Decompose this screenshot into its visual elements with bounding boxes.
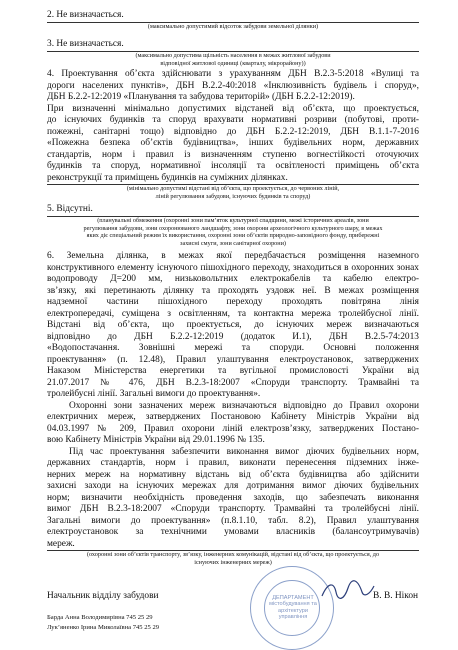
section-6-caption-line: існуючих інженерних мереж): [194, 558, 272, 566]
section-6-line: вимог ДБН В.2.3-18:2007 «Споруди транспорту. Трамвайні та тролейбусні лінії.: [47, 504, 419, 514]
section-4-line: 4. Проектування об’єкта здійснювати з урахуванням ДБН В.2.3-5:2018 «Вулиці та: [47, 69, 419, 79]
section-6-line: Загальні вимоги до проектування» (п.8.1.10, табл. 8.2), Правил улаштування: [47, 515, 419, 526]
signature-name: В. В. Нікон: [373, 591, 419, 601]
executor-contact: Лук’яненко Ірина Миколаївна 745 25 29: [47, 624, 160, 631]
executor-contact: Барда Анна Володимирівна 745 25 29: [47, 614, 153, 621]
section-6-line: вою Кабінету Міністрів України від 29.01.1996 № 135.: [47, 435, 265, 445]
section-6-line: проектування» (п. 12.48), Правил улаштування електроустановок, затверджених: [47, 354, 419, 365]
section-3-caption-line: (максимально допустима щільність населення в межах житлової забудови: [135, 52, 331, 59]
section-5-caption-line: захисні смуги, зони санітарної охорони): [180, 239, 286, 247]
section-6-line: водопроводу Д=200 мм, низьковольтних електрокабелів та кабелю електро-: [47, 274, 419, 284]
section-6-line: 04.03.1997 № 209, Правил охорони ліній електрозв’язку, затверджених Постано-: [47, 423, 419, 434]
section-6-line: Наказом Міністерства енергетики та вугільної промисловості України від: [47, 366, 419, 376]
section-6-line: мереж.: [47, 538, 75, 549]
handwritten-signature: [318, 578, 378, 604]
section-6-line: «Водопостачання. Зовнішні мережі та споруди. Основні положення: [47, 343, 419, 353]
section-6-line: Відстані від об’єкта, що проектується, до існуючих мереж визначаються: [47, 320, 419, 330]
section-6-line: норм; визначити необхідність проведення заходів, що забезпечать виконання: [47, 492, 419, 503]
section-4-line: ДБН Б.2.2-12:2019 «Планування та забудова територій» (ДБН Б.2.2-12:2019).: [47, 92, 355, 102]
section-5-caption-line: яких діє спеціальний режим їх використання, охоронні зони об’єктів природно-заповідного фонду, прибережні: [86, 232, 380, 239]
section-5-caption-line: регулювання забудови, зони охоронюваного ландшафту, зони охорони археологічного культурного шару, в межах: [83, 224, 383, 232]
stamp-text: ДЕПАРТАМЕНТ містобудування та архітектури управління: [269, 595, 317, 621]
section-6-line: тролейбусні лінії. Загальні вимоги до проектування».: [47, 389, 261, 399]
section-4-caption-line: (мінімально допустимі відстані від об’єкта, що проектується, до червоних ліній,: [126, 185, 340, 192]
section-6-line: електропередачі, суміщена з освітленням, та контактна мережа тролейбусної лінії.: [47, 308, 419, 319]
section-4-line: «Пожежна безпека об’єктів будівництва», інших будівельних норм, державних: [47, 138, 419, 148]
section-3-heading: 3. Не визначається.: [47, 39, 124, 49]
section-4-line: При визначенні мінімально допустимих відстаней від об’єкта, що проектується,: [47, 103, 419, 114]
section-6-line: нерних мереж на нормативну відстань від об’єкта будівництва або здійснити: [47, 469, 419, 480]
section-6-caption-line: (охоронні зони об’єктів транспорту, зв’язку, інженерних комунікацій, відстані від об’єкта, що проектується, до: [86, 551, 380, 558]
section-6-line: зв’язку, які перетинають ділянку та проходять уздовж неї. В межах розміщення: [47, 285, 419, 296]
section-4-line: реконструкції та приміщень будинків на суміжних ділянках.: [47, 172, 288, 183]
section-6-line: відповідно до ДБН Б.2.2-12:2019 (додаток И.1), ДБН В.2.5-74:2013: [47, 331, 419, 342]
section-4-line: стандартів, норм і правил із визначенням ступеню вогнестійкості оточуючих: [47, 149, 419, 160]
section-6-line: 21.07.2017 № 476, ДБН В.2.3-18:2007 «Споруди транспорту. Трамвайні та: [47, 377, 419, 388]
section-6-line: 6. Земельна ділянка, в межах якої передбачається розміщення наземного: [47, 251, 419, 261]
section-6-line: електроустановок за технічними умовами власників (балансоутримувачів): [47, 527, 419, 537]
section-6-line: державних стандартів, норм і правил, виконати перенесення підземних інже-: [47, 458, 419, 468]
section-3-caption-line: відповідної житлової одиниці (кварталу, мікрорайону)): [160, 59, 306, 67]
section-5-heading: 5. Відсутні.: [47, 204, 93, 214]
section-4-line: будинків та споруд, нормативної інсоляції та освітленості приміщень об’єкта: [47, 161, 419, 171]
section-4-line: дороги населених пунктів», ДБН В.2.2-40:2018 «Інклюзивність будівель і споруд»,: [47, 80, 419, 91]
section-5-caption-line: (планувальні обмеження (охоронні зони пам’яток культурної спадщини, межі історичних ареалів, зони: [97, 217, 369, 224]
section-4-caption-line: ліній регулювання забудови, існуючих будинків та споруд): [155, 192, 311, 200]
section-6-line: Охоронні зони зазначених мереж визначаються відповідно до Правил охорони: [69, 400, 419, 411]
section-4-line: до існуючих будинків та споруд врахувати нормативні розриви (побутові, проти-: [47, 115, 419, 125]
section-4-line: пожежні, санітарні тощо) відповідно до ДБН Б.2.2-12:2019, ДБН В.1.1-7-2016: [47, 126, 419, 137]
section-6-line: конструктивного елементу існуючого пішохідного переходу, знаходиться в охоронних зонах: [47, 262, 419, 273]
section-6-line: Під час проектування забезпечити виконання вимог діючих будівельних норм,: [69, 446, 419, 457]
signature-position: Начальник відділу забудови: [47, 591, 159, 601]
section-6-line: захисні заходи на існуючих мережах для дотримання вимог діючих будівельних: [47, 481, 419, 491]
section-6-line: електричних мереж, затверджених Постановою Кабінету Міністрів України від: [47, 412, 419, 422]
section-2-caption: (максимально допустимий відсоток забудови земельної ділянки): [147, 23, 319, 30]
section-2-heading: 2. Не визначається.: [47, 10, 124, 20]
section-6-line: надземної частини пішохідного переходу проходять повітряна лінія: [47, 297, 419, 307]
